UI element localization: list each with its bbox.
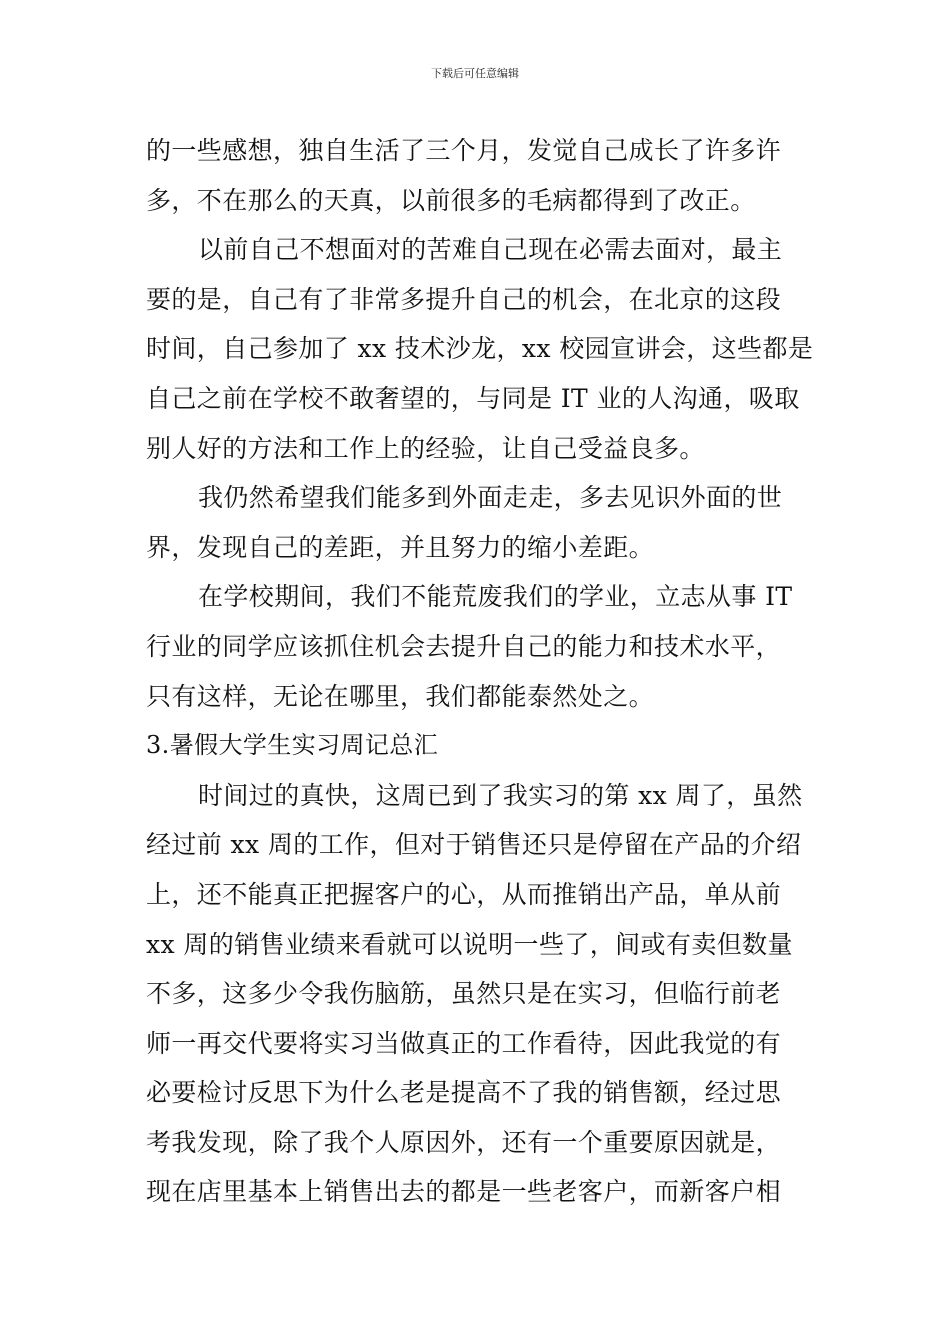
page-header: 下载后可任意编辑 (431, 67, 519, 80)
text-line: 经过前 xx 周的工作，但对于销售还只是停留在产品的介绍 (146, 830, 802, 860)
text-line: 在学校期间，我们不能荒废我们的学业，立志从事 IT (198, 582, 793, 612)
text-line: 界，发现自己的差距，并且努力的缩小差距。 (146, 532, 655, 562)
text-line: 上，还不能真正把握客户的心，从而推销出产品，单从前 (146, 879, 782, 909)
text-line: xx 周的销售业绩来看就可以说明一些了，间或有卖但数量 (146, 929, 793, 959)
text-line: 师一再交代要将实习当做真正的工作看待，因此我觉的有 (146, 1028, 782, 1058)
section-heading: 3.暑假大学生实习周记总汇 (146, 731, 439, 760)
text-line: 考我发现，除了我个人原因外，还有一个重要原因就是， (146, 1127, 782, 1157)
text-line: 以前自己不想面对的苦难自己现在必需去面对，最主 (198, 235, 783, 265)
text-line: 只有这样，无论在哪里，我们都能泰然处之。 (146, 681, 655, 711)
text-line: 行业的同学应该抓住机会去提升自己的能力和技术水平， (146, 631, 782, 661)
text-line: 多，不在那么的天真，以前很多的毛病都得到了改正。 (146, 185, 756, 215)
text-line: 时间，自己参加了 xx 技术沙龙，xx 校园宣讲会，这些都是 (146, 334, 814, 364)
text-line: 不多，这多少令我伤脑筋，虽然只是在实习，但临行前老 (146, 979, 782, 1009)
document-body (146, 126, 814, 1217)
text-line: 我仍然希望我们能多到外面走走，多去见识外面的世 (198, 483, 783, 513)
text-line: 自己之前在学校不敢奢望的，与同是 IT 业的人沟通，吸取 (146, 383, 800, 413)
text-line: 时间过的真快，这周已到了我实习的第 xx 周了，虽然 (198, 780, 803, 810)
text-line: 的一些感想，独自生活了三个月，发觉自己成长了许多许 (146, 136, 782, 165)
text-line: 要的是，自己有了非常多提升自己的机会，在北京的这段 (146, 284, 782, 314)
text-line: 必要检讨反思下为什么老是提高不了我的销售额，经过思 (146, 1078, 782, 1108)
text-line: 别人好的方法和工作上的经验，让自己受益良多。 (146, 433, 705, 463)
text-line: 现在店里基本上销售出去的都是一些老客户，而新客户相 (146, 1177, 782, 1207)
